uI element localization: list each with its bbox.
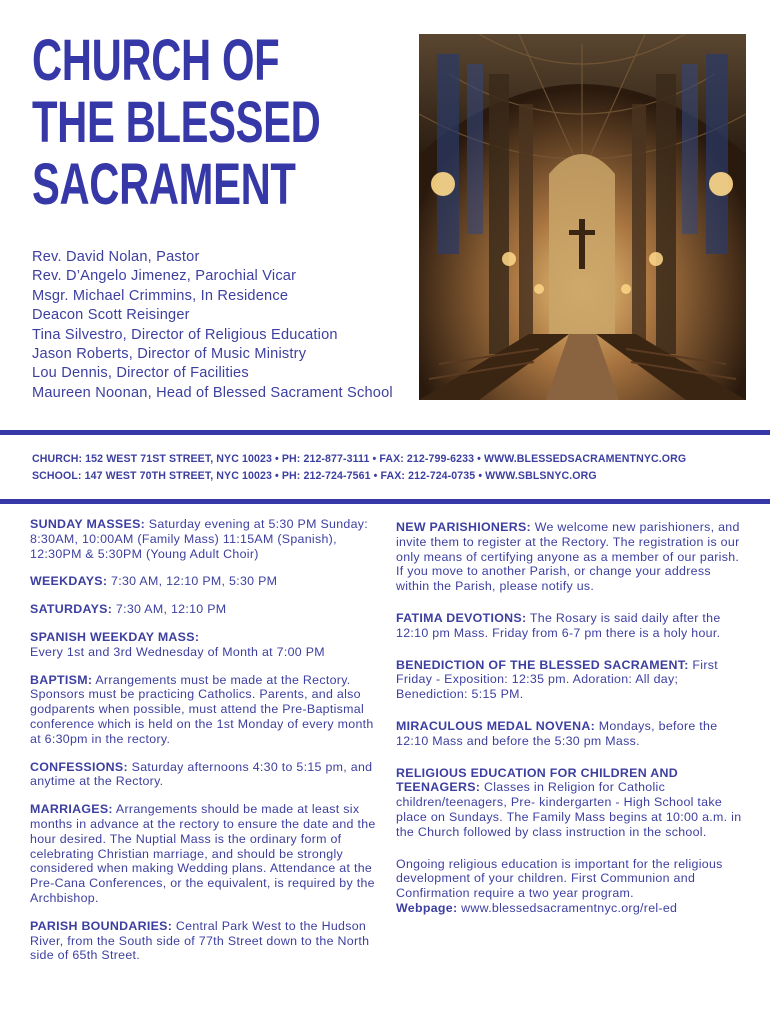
section-text: Every 1st and 3rd Wednesday of Month at 7:00 PM (30, 644, 325, 659)
clergy-item: Tina Silvestro, Director of Religious Education (32, 326, 338, 343)
webpage-link[interactable]: www.blessedsacramentnyc.org/rel-ed (457, 900, 678, 915)
top-divider (0, 430, 770, 435)
section-label: PARISH BOUNDARIES: (30, 918, 173, 933)
clergy-item: Rev. David Nolan, Pastor (32, 249, 200, 265)
section-label: FATIMA DEVOTIONS: (396, 610, 527, 625)
clergy-item: Maureen Noonan, Head of Blessed Sacrament School (32, 384, 393, 401)
webpage-label: Webpage: (396, 900, 458, 915)
benediction (396, 658, 748, 702)
clergy-list (32, 248, 412, 403)
section-label: NEW PARISHIONERS: (396, 520, 531, 534)
clergy-item: Msgr. Michael Crimmins, In Residence (32, 287, 289, 304)
school-address: SCHOOL: 147 WEST 70TH STREET, NYC 10023 • PH: 212-724-7561 • FAX: 212-724-0735 • WWW.SBLSNYC.ORG (32, 470, 597, 482)
section-label: MIRACULOUS MEDAL NOVENA: (396, 718, 596, 733)
section-text: 7:30 AM, 12:10 PM, 5:30 PM (107, 574, 278, 589)
clergy-item: Lou Dennis, Director of Facilities (32, 365, 249, 382)
section-label: BAPTISM: (30, 672, 93, 687)
new-parishioners (396, 520, 748, 594)
religious-education (396, 766, 748, 840)
section-text: First Friday - Exposition: 12:35 pm. Adoration: All day; Benediction: 5:15 PM. (396, 657, 718, 702)
section-text: Mondays, before the 12:10 Mass and before the 5:30 pm Mass. (396, 718, 718, 748)
clergy-item: Rev. D’Angelo Jimenez, Parochial Vicar (32, 268, 297, 285)
spanish-weekday-mass (30, 630, 382, 660)
title-line-1: CHURCH OF (32, 28, 280, 93)
title-line-3: SACRAMENT (32, 152, 296, 217)
left-column (30, 517, 382, 976)
clergy-item: Jason Roberts, Director of Music Ministry (32, 346, 307, 363)
marriages (30, 802, 382, 906)
section-text: Ongoing religious education is important for the religious development of your children. First Communion and Confirmation require a two year program. (396, 856, 723, 901)
fatima-devotions (396, 611, 748, 641)
sunday-masses (30, 517, 382, 561)
section-text: The Rosary is said daily after the 12:10 pm Mass. Friday from 6-7 pm there is a holy hour. (396, 610, 721, 640)
section-text: Central Park West to the Hudson River, from the South side of 77th Street down to the North side of 65th Street. (30, 918, 370, 963)
section-text: Arrangements must be made at the Rectory. Sponsors must be practicing Catholics. Parents, and also godparents when possible, must attend the Pre-Baptismal conference which is held on the 1st Monday of every month at 6:30pm in the rectory. (30, 672, 374, 746)
ongoing-education (396, 857, 748, 916)
church-address: CHURCH: 152 WEST 71ST STREET, NYC 10023 • PH: 212-877-3111 • FAX: 212-799-6233 • WWW.BLESSEDSACRAMENTNYC.ORG (32, 453, 687, 465)
section-text: Arrangements should be made at least six months in advance at the rectory to ensure the date and the hour desired. The Nuptial Mass is the ordinary form of celebrating Christian marriage, and should be strongly considered when making Wedding plans. Attendance at the Pre-Cana Conferences, or the equivalent, is required by the Archbishop. (30, 802, 376, 905)
church-interior-photo (419, 34, 746, 400)
page-title (32, 28, 321, 217)
section-label: CONFESSIONS: (30, 759, 128, 774)
right-column (396, 520, 748, 916)
section-label: MARRIAGES: (30, 802, 113, 817)
section-text: Saturday afternoons 4:30 to 5:15 pm, and anytime at the Rectory. (30, 759, 373, 789)
section-text: We welcome new parishioners, and invite them to register at the Rectory. The registration is our only means of certifying anyone as a member of our parish. If you move to another Parish, or change your address within the Parish, please notify us. (396, 520, 740, 594)
miraculous-medal-novena (396, 719, 748, 749)
section-label: SATURDAYS: (30, 602, 113, 617)
weekdays (30, 574, 382, 589)
title-line-2: THE BLESSED (32, 90, 321, 155)
section-text: 7:30 AM, 12:10 PM (112, 602, 227, 617)
saturdays (30, 602, 382, 617)
bottom-divider (0, 499, 770, 504)
section-text: Saturday evening at 5:30 PM Sunday: 8:30AM, 10:00AM (Family Mass) 11:15AM (Spanish), 12:30PM & 5:30PM (Young Adult Choir) (30, 517, 369, 561)
section-label: SPANISH WEEKDAY MASS: (30, 629, 200, 644)
section-label: RELIGIOUS EDUCATION FOR CHILDREN AND TEENAGERS: (396, 765, 679, 795)
parish-boundaries (30, 919, 382, 963)
section-label: BENEDICTION OF THE BLESSED SACRAMENT: (396, 657, 689, 672)
section-text: Classes in Religion for Catholic children/teenagers, Pre- kindergarten - High School take place on Sundays. The Family Mass begins at 10:00 a.m. in the Church followed by class instruction in the school. (396, 780, 742, 839)
clergy-item: Deacon Scott Reisinger (32, 307, 190, 324)
baptism (30, 673, 382, 747)
section-label: SUNDAY MASSES: (30, 517, 146, 531)
confessions (30, 760, 382, 790)
section-label: WEEKDAYS: (30, 574, 108, 589)
